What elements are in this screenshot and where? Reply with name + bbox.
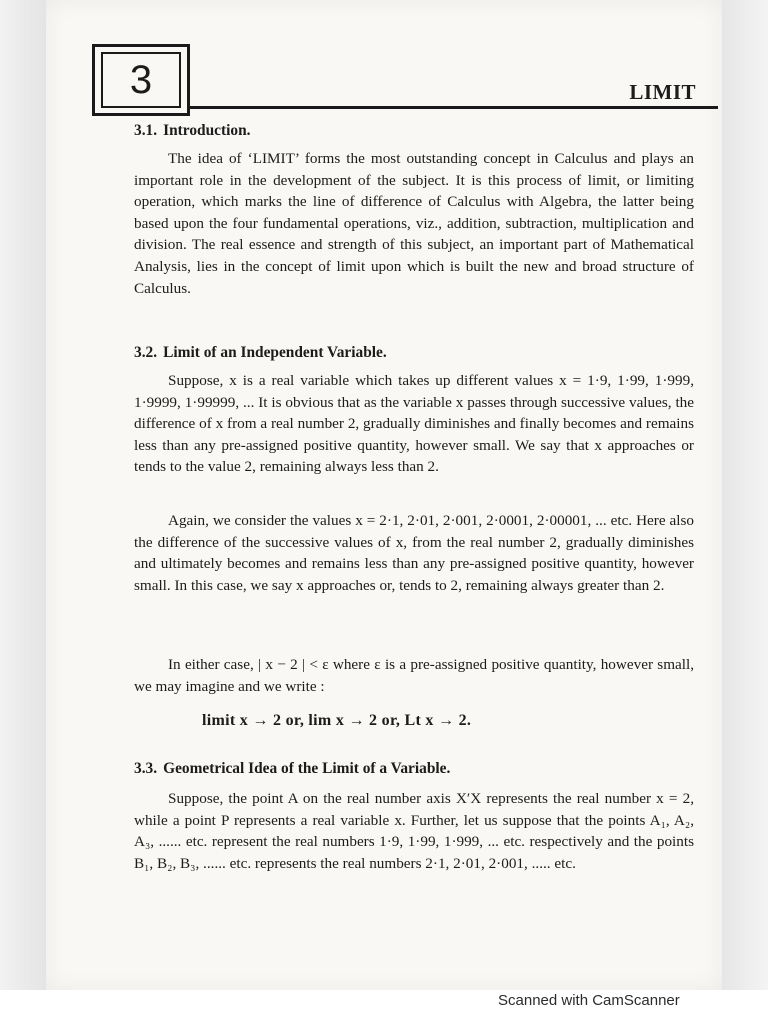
section-body-third-paragraph xyxy=(134,654,694,697)
section-heading-introduction xyxy=(134,122,694,140)
book-page xyxy=(46,0,722,990)
chapter-number-box xyxy=(92,44,190,116)
chapter-number: 3 xyxy=(101,52,181,108)
header-rule xyxy=(188,106,718,109)
section-body-introduction xyxy=(134,148,694,299)
section-body-limit-independent-variable xyxy=(134,370,694,478)
section-number: 3.1. xyxy=(134,122,158,139)
section-title: Limit of an Independent Variable. xyxy=(163,344,387,361)
paragraph: Suppose, the point A on the real number axis X′X represents the real number x = 2, while a point P represents a real variable x. Further, let us suppose that the points A₁, A₂, A₃, ...... etc. represent the real numbers 1·9, 1·99, 1·999, ... etc. respectively and the points B₁, B₂, B₃, ...... etc. represents the real numbers 2·1, 2·01, 2·001, ..... etc. xyxy=(134,790,694,872)
paragraph: Suppose, x is a real variable which takes up different values x = 1·9, 1·99, 1·999, 1·9999, 1·99999, ... It is obvious that as the variable x passes through successive values, the difference of x from a real number 2, gradually diminishes and finally becomes and remains less than any pre-assigned positive quantity, however small. We say that x approaches or tends to the value 2, remaining always less than 2. xyxy=(134,372,694,476)
scan-background-left xyxy=(0,0,46,990)
section-title: Introduction. xyxy=(163,122,251,139)
paragraph: The idea of ‘LIMIT’ forms the most outstanding concept in Calculus and plays an important role in the development of the subject. It is this process of limit, or limiting operation, which marks the line of difference of Calculus with Algebra, the latter being based upon the four fundamental operations, viz., addition, subtraction, multiplication and division. The real essence and strength of this subject, an important part of Mathematical Analysis, lies in the concept of limit upon which is built the new and broad structure of Calculus. xyxy=(134,150,694,297)
section-heading-limit-independent-variable xyxy=(134,344,694,362)
section-title: Geometrical Idea of the Limit of a Variable. xyxy=(163,760,451,777)
scanner-watermark: Scanned with CamScanner xyxy=(498,992,680,1009)
scan-background-right xyxy=(722,0,768,990)
section-heading-geometrical-idea xyxy=(134,760,694,778)
section-body-geometrical-idea xyxy=(134,788,694,874)
paragraph: In either case, | x − 2 | < ε where ε is a pre-assigned positive quantity, however small, we may imagine and we write : xyxy=(134,656,694,695)
running-title: LIMIT xyxy=(629,80,696,104)
limit-notation-formula: limit x → 2 or, lim x → 2 or, Lt x → 2. xyxy=(202,712,472,729)
paragraph: Again, we consider the values x = 2·1, 2·01, 2·001, 2·0001, 2·00001, ... etc. Here also the difference of the successive values of x, from the real number 2, gradually diminishes and ultimately becomes and remains less than any pre-assigned positive quantity, however small. In this case, we say x approaches or, tends to 2, remaining always greater than 2. xyxy=(134,512,694,594)
section-number: 3.2. xyxy=(134,344,158,361)
section-number: 3.3. xyxy=(134,760,158,777)
section-body-second-paragraph xyxy=(134,510,694,596)
